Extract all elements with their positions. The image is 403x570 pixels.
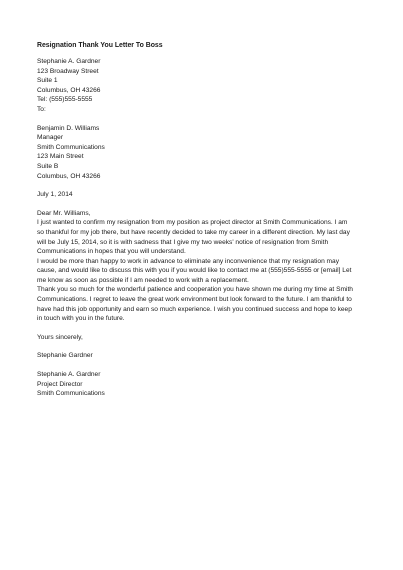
letter-title: Resignation Thank You Letter To Boss (37, 42, 163, 49)
signature-block (37, 370, 369, 399)
paragraph-line: Communications. I regret to leave the great work environment but look forward to the future. I am thankful to (37, 296, 352, 304)
paragraph-line: Communications in hopes that you will understand. (37, 248, 186, 256)
recipient-company: Smith Communications (37, 143, 105, 151)
paragraph-line: will be July 15, 2014, so it is with sadness that I give my two weeks' notice of resignation from Smith (37, 238, 329, 246)
salutation-block (37, 209, 369, 219)
sender-phone: Tel: (555)555-5555 (37, 96, 93, 104)
paragraph-line: so thankful for my job there, but have recently decided to take my career in a different direction. My last day (37, 228, 350, 236)
letter-content (37, 41, 369, 399)
to-label-block (37, 105, 369, 115)
recipient-address (37, 124, 369, 182)
letter-date: July 1, 2014 (37, 191, 73, 199)
signature-company: Smith Communications (37, 390, 105, 398)
body-paragraph-3 (37, 285, 369, 323)
to-label: To: (37, 105, 46, 113)
signature-full-name: Stephanie A. Gardner (37, 371, 101, 379)
sender-name: Stephanie A. Gardner (37, 58, 101, 65)
sender-suite: Suite 1 (37, 77, 58, 85)
body-paragraph-2 (37, 257, 369, 286)
closing: Yours sincerely, (37, 333, 83, 341)
recipient-city: Columbus, OH 43266 (37, 172, 101, 180)
body-paragraph-1 (37, 218, 369, 256)
paragraph-line: have had this job opportunity and earn so much experience. I wish you continued success and hope to keep (37, 305, 352, 313)
closing-block (37, 333, 369, 343)
paragraph-line: me know as soon as possible if I am needed to work with a replacement. (37, 276, 249, 284)
recipient-title: Manager (37, 134, 64, 142)
salutation: Dear Mr. Williams, (37, 209, 91, 217)
paragraph-line: I would be more than happy to work in advance to eliminate any inconvenience that my resignation may (37, 257, 340, 265)
date-block (37, 190, 369, 200)
signature-name-block (37, 351, 369, 361)
sender-street: 123 Broadway Street (37, 67, 99, 75)
sender-address (37, 57, 369, 105)
signature-name: Stephanie Gardner (37, 352, 93, 360)
signature-title: Project Director (37, 380, 83, 388)
paragraph-line: in touch with you in the future. (37, 315, 125, 323)
paragraph-line: I just wanted to confirm my resignation from my position as project director at Smith Communications. I am (37, 219, 348, 227)
paragraph-line: Thank you so much for the wonderful patience and cooperation you have shown me during my time at Smith (37, 286, 353, 294)
paragraph-line: cause, and would like to discuss this with you if you would like to contact me at (555)555-5555 or [email] Let (37, 267, 352, 275)
recipient-suite: Suite B (37, 162, 59, 170)
recipient-street: 123 Main Street (37, 153, 84, 161)
sender-city: Columbus, OH 43266 (37, 86, 101, 94)
recipient-name: Benjamin D. Williams (37, 124, 100, 132)
